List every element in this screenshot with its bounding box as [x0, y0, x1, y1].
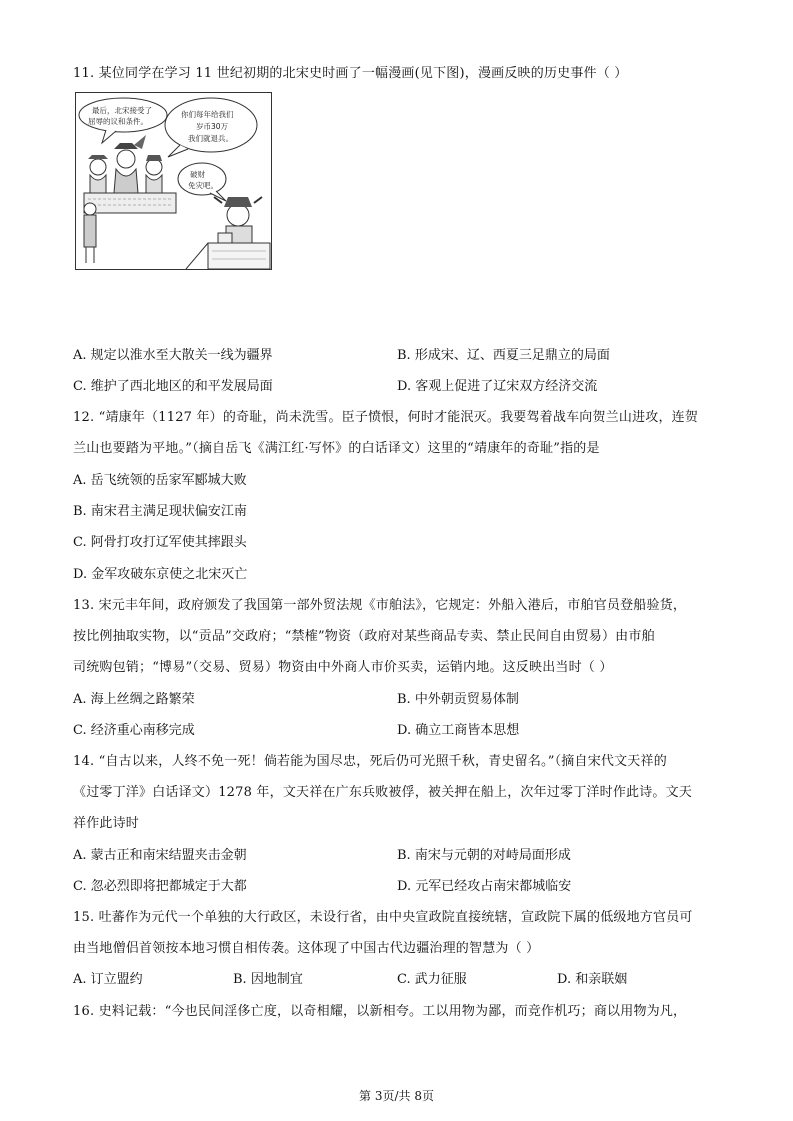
q13-option-c[interactable]: C. 经济重心南移完成: [73, 723, 195, 738]
q11-option-b[interactable]: B. 形成宋、辽、西夏三足鼎立的局面: [397, 348, 610, 363]
q14-option-b[interactable]: B. 南宋与元朝的对峙局面形成: [397, 848, 571, 863]
cartoon-small-text-2: 免灾吧。: [188, 181, 218, 190]
q13-option-a[interactable]: A. 海上丝绸之路繁荣: [73, 692, 195, 707]
page-number: 第 3页/共 8页: [359, 1089, 434, 1103]
q14-option-a[interactable]: A. 蒙古正和南宋结盟夹击金朝: [73, 848, 247, 863]
cartoon-left-text-1: 最后，北宋接受了: [92, 106, 152, 115]
question-14-line-1: 14. “自古以来，人终不免一死！倘若能为国尽忠，死后仍可光照千秋，青史留名。”（摘自宋代文天祥的: [73, 754, 667, 769]
cartoon-top-text-3: 我们就退兵。: [188, 134, 233, 143]
q13-option-b[interactable]: B. 中外朝贡贸易体制: [397, 692, 519, 707]
question-15-line-2: 由当地僧侣首领按本地习惯自相传袭。这体现了中国古代边疆治理的智慧为（ ）: [73, 941, 540, 956]
question-14-line-2: 《过零丁洋》白话译文）1278 年，文天祥在广东兵败被俘，被关押在船上，次年过零丁洋时作此诗。文天: [73, 785, 693, 800]
question-13-line-3: 司统购包销；“博易”（交易、贸易）物资由中外商人市价买卖，运销内地。这反映出当时（ ）: [73, 660, 613, 675]
q12-option-c[interactable]: C. 阿骨打攻打辽军使其摔跟头: [73, 535, 247, 550]
question-13-line-2: 按比例抽取实物，以“贡品”交政府；“禁榷”物资（政府对某些商品专卖、禁止民间自由贸易）由市舶: [73, 629, 655, 644]
q14-option-c[interactable]: C. 忽必烈即将把都城定于大都: [73, 879, 247, 894]
q11-cartoon: [75, 92, 272, 270]
q14-option-d[interactable]: D. 元军已经攻占南宋都城临安: [397, 879, 572, 894]
question-12-line-1: 12. “靖康年（1127 年）的奇耻，尚未洗雪。臣子愤恨，何时才能泯灭。我要驾着战车向贺兰山进攻，连贺: [73, 410, 699, 425]
cartoon-top-text-1: 你们每年给我们: [181, 110, 234, 119]
q15-option-c[interactable]: C. 武力征服: [397, 972, 467, 987]
question-14-line-3: 祥作此诗时: [73, 816, 140, 831]
q12-option-b[interactable]: B. 南宋君主满足现状偏安江南: [73, 504, 247, 519]
q12-option-a[interactable]: A. 岳飞统领的岳家军郾城大败: [73, 473, 247, 488]
question-15-line-1: 15. 吐蕃作为元代一个单独的大行政区，未设行省，由中央宣政院直接统辖，宣政院下属的低级地方官员可: [73, 910, 693, 925]
q15-option-b[interactable]: B. 因地制宜: [233, 972, 303, 987]
cartoon-left-text-2: 屈辱的议和条件。: [88, 117, 148, 126]
question-11-stem: 11. 某位同学在学习 11 世纪初期的北宋史时画了一幅漫画(见下图)，漫画反映的历史事件（ ）: [73, 66, 628, 81]
cartoon-top-text-2: 岁币30万: [196, 122, 229, 131]
question-12-line-2: 兰山也要踏为平地。”（摘自岳飞《满江红·写怀》的白话译文）这里的“靖康年的奇耻”指的是: [73, 441, 600, 456]
cartoon-drawing: [76, 93, 271, 269]
q12-option-d[interactable]: D. 金军攻破东京使之北宋灭亡: [73, 567, 248, 582]
cartoon-small-text-1: 破财: [190, 170, 205, 179]
q15-option-a[interactable]: A. 订立盟约: [73, 972, 143, 987]
question-13-line-1: 13. 宋元丰年间，政府颁发了我国第一部外贸法规《市舶法》，它规定：外船入港后，市舶官员登船验货，: [73, 598, 687, 613]
q15-option-d[interactable]: D. 和亲联姻: [557, 972, 628, 987]
q13-option-d[interactable]: D. 确立工商皆本思想: [397, 723, 520, 738]
q11-option-a[interactable]: A. 规定以淮水至大散关一线为疆界: [73, 348, 273, 363]
q11-option-d[interactable]: D. 客观上促进了辽宋双方经济交流: [397, 379, 598, 394]
question-16-line-1: 16. 史料记载：“今也民间淫侈亡度，以奇相耀，以新相夸。工以用物为鄙，而竞作机巧；商以用物为凡，: [73, 1004, 687, 1019]
q11-option-c[interactable]: C. 维护了西北地区的和平发展局面: [73, 379, 273, 394]
